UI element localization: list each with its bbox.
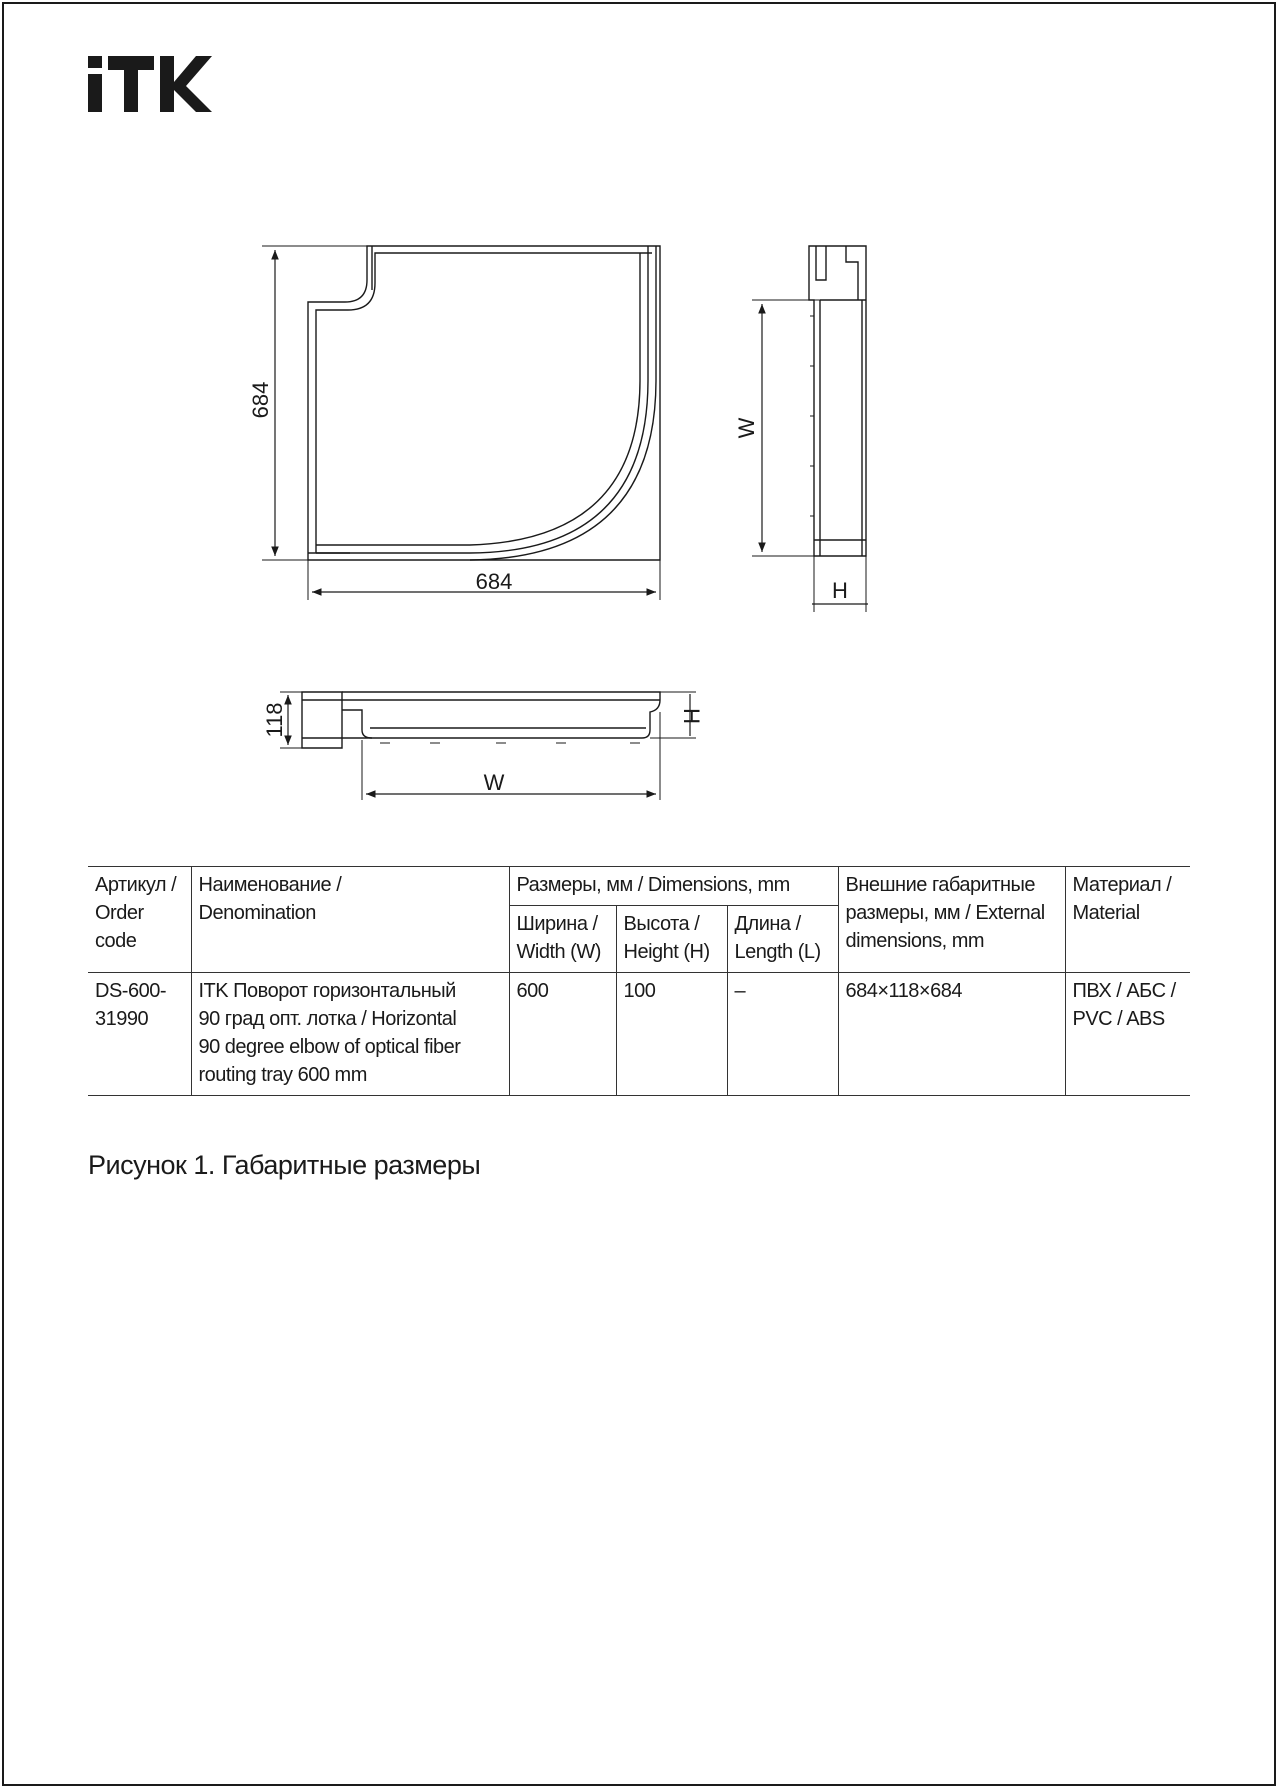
figure-caption: Рисунок 1. Габаритные размеры	[88, 1150, 481, 1180]
front-view-height-label: 118	[262, 702, 287, 738]
spec-table	[88, 866, 1190, 1096]
side-view-height-label: H	[832, 578, 848, 603]
top-view-height-label: 684	[248, 381, 273, 419]
header-length: Длина / Length (L)	[727, 906, 838, 973]
side-view	[752, 246, 868, 612]
top-view-width-label: 684	[475, 569, 513, 594]
front-view-h-label: H	[679, 708, 704, 724]
header-material: Материал / Material	[1065, 867, 1190, 973]
header-width: Ширина / Width (W)	[509, 906, 616, 973]
top-view	[262, 246, 660, 600]
cell-external: 684×118×684	[838, 973, 1065, 1096]
cell-order-code: DS-600- 31990	[88, 973, 191, 1096]
header-dimensions: Размеры, мм / Dimensions, mm	[509, 867, 838, 906]
technical-drawing	[0, 0, 1280, 820]
header-denomination: Наименование / Denomination	[191, 867, 509, 973]
cell-length: –	[727, 973, 838, 1096]
cell-width: 600	[509, 973, 616, 1096]
front-view-width-label: W	[483, 770, 505, 795]
cell-denomination: ITK Поворот горизонтальный 90 град опт. лотка / Horizontal 90 degree elbow of optical fiber routing tray 600 mm	[191, 973, 509, 1096]
header-external: Внешние габаритные размеры, мм / External dimensions, mm	[838, 867, 1065, 973]
header-height: Высота / Height (H)	[616, 906, 727, 973]
header-order-code: Артикул / Order code	[88, 867, 191, 973]
cell-material: ПВХ / АБС / PVC / ABS	[1065, 973, 1190, 1096]
side-view-width-label: W	[734, 417, 759, 439]
table-row	[88, 973, 1190, 1096]
cell-height: 100	[616, 973, 727, 1096]
